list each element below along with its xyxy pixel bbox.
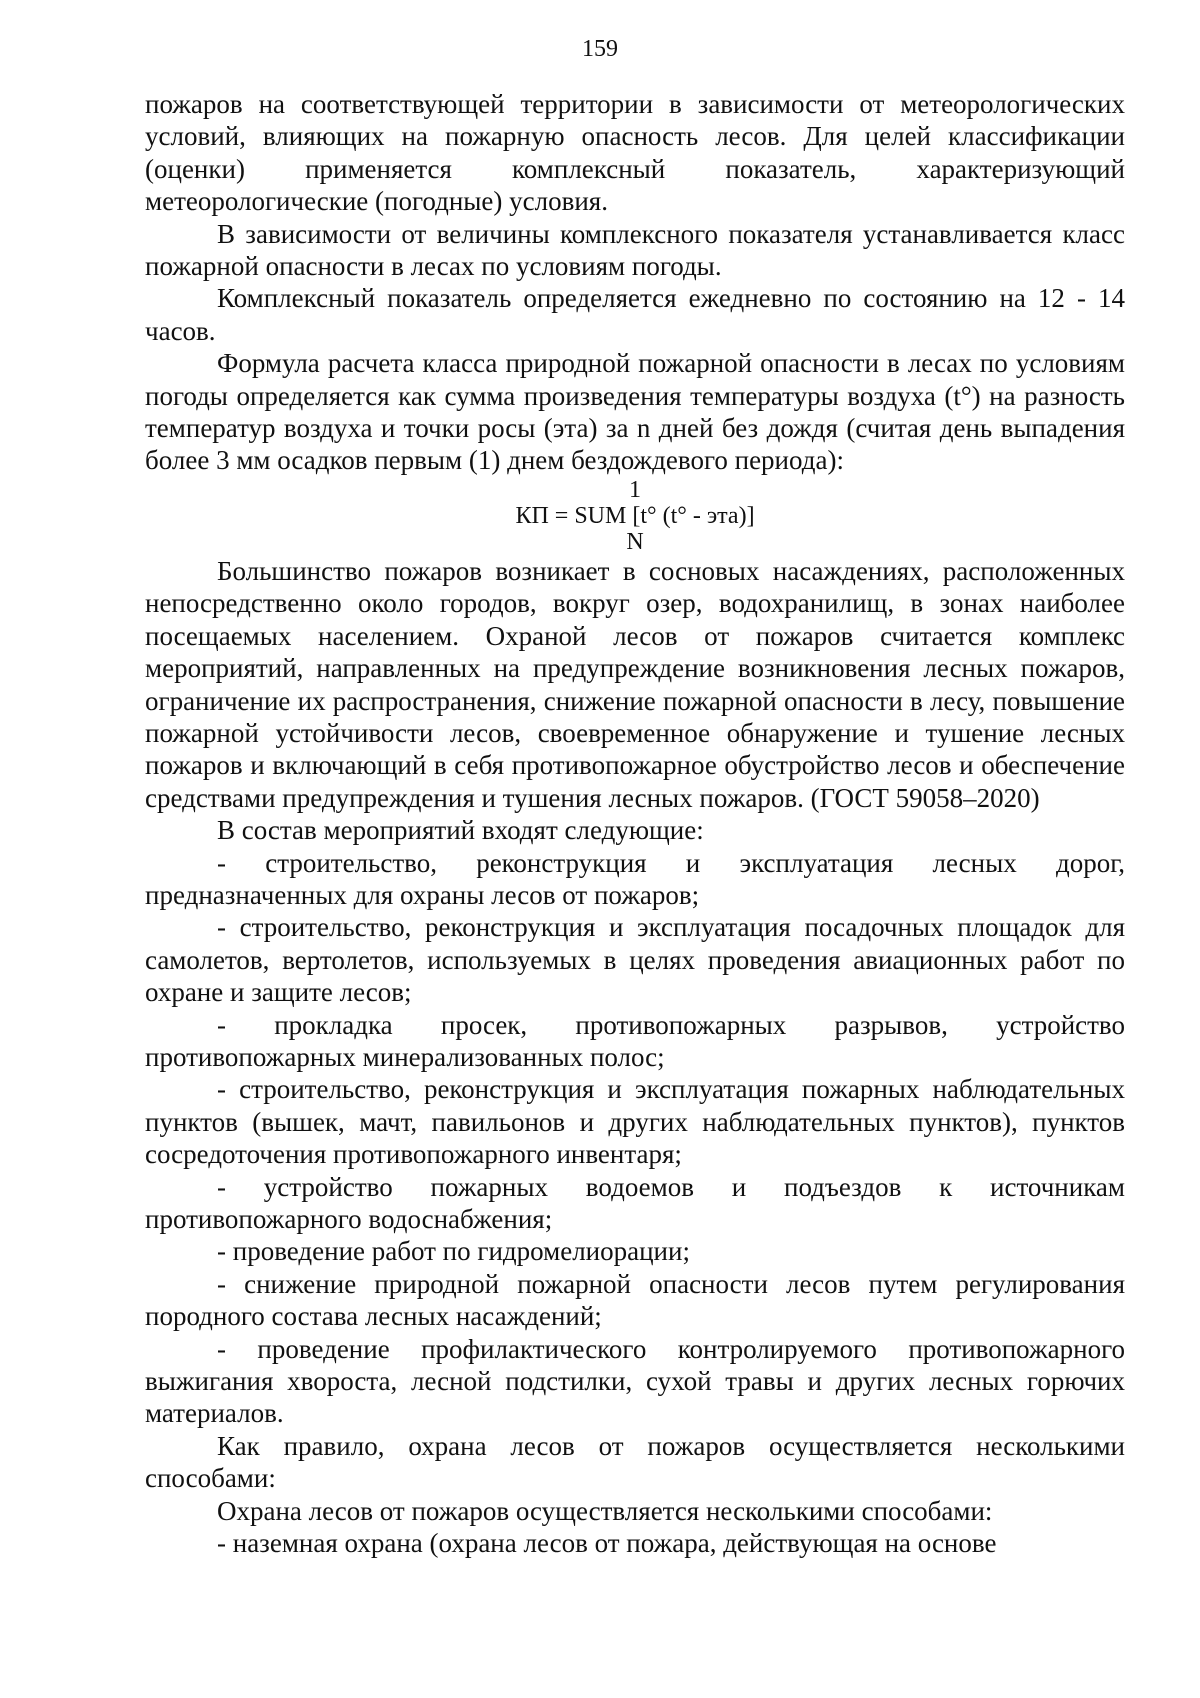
list-item: - снижение природной пожарной опасности лесов путем регулирования породного состава лесных насаждений; bbox=[145, 1268, 1125, 1332]
paragraph: Формула расчета класса природной пожарной опасности в лесах по условиям погоды определяется как сумма произведения температуры воздуха (t°) на разность температур воздуха и точки росы (эта) за n дней без дождя (считая день выпадения более 3 мм осадков первым (1) днем бездождевого периода): bbox=[145, 348, 1125, 476]
list-item: - устройство пожарных водоемов и подъездов к источникам противопожарного водоснабжения; bbox=[145, 1171, 1125, 1234]
list-item: - проведение работ по гидромелиорации; bbox=[217, 1236, 690, 1267]
paragraph: Комплексный показатель определяется ежедневно по состоянию на 12 - 14 часов. bbox=[145, 283, 1125, 346]
list-item: - строительство, реконструкция и эксплуатация пожарных наблюдательных пунктов (вышек, мачт, павильонов и других наблюдательных пунктов), пунктов сосредоточения противопожарного инвентаря; bbox=[145, 1074, 1125, 1170]
list-item: - строительство, реконструкция и эксплуатация лесных дорог, предназначенных для охраны лесов от пожаров; bbox=[145, 847, 1125, 910]
paragraph: Большинство пожаров возникает в сосновых насаждениях, расположенных непосредственно около городов, вокруг озер, водохранилищ, в зонах наиболее посещаемых населением. Охраной лесов от пожаров считается комплекс мероприятий, направленных на предупреждение возникновения лесных пожаров, ограничение их распространения, снижение пожарной опасности в лесу, повышение пожарной устойчивости лесов, своевременное обнаружение и тушение лесных пожаров и включающий в себя противопожарное обустройство лесов и обеспечение средствами предупреждения и тушения лесных пожаров. (ГОСТ 59058–2020) bbox=[145, 555, 1125, 813]
paragraph: Как правило, охрана лесов от пожаров осуществляется несколькими способами: bbox=[145, 1430, 1125, 1494]
formula bbox=[145, 477, 1125, 555]
paragraph: Охрана лесов от пожаров осуществляется несколькими способами: bbox=[217, 1495, 993, 1526]
paragraph: В состав мероприятий входят следующие: bbox=[217, 815, 704, 846]
paragraph: пожаров на соответствующей территории в зависимости от метеорологических условий, влияющих на пожарную опасность лесов. Для целей классификации (оценки) применяется комплексный показатель, характеризующий метеорологические (погодные) условия. bbox=[145, 89, 1125, 217]
list-item: - прокладка просек, противопожарных разрывов, устройство противопожарных минерализованных полос; bbox=[145, 1009, 1125, 1072]
paragraph: В зависимости от величины комплексного показателя устанавливается класс пожарной опасности в лесах по условиям погоды. bbox=[145, 218, 1125, 282]
list-item: - проведение профилактического контролируемого противопожарного выжигания хвороста, лесной подстилки, сухой травы и других лесных горючих материалов. bbox=[145, 1333, 1125, 1429]
list-item: - наземная охрана (охрана лесов от пожара, действующая на основе bbox=[217, 1528, 997, 1559]
formula-expression: КП = SUM [t° (t° - эта)] bbox=[515, 502, 755, 529]
formula-lower-limit: N bbox=[626, 528, 644, 555]
formula-upper-limit: 1 bbox=[629, 476, 641, 503]
page-number: 159 bbox=[582, 36, 618, 62]
list-item: - строительство, реконструкция и эксплуатация посадочных площадок для самолетов, вертолетов, используемых в целях проведения авиационных работ по охране и защите лесов; bbox=[145, 912, 1125, 1008]
body-text bbox=[145, 88, 1125, 1559]
